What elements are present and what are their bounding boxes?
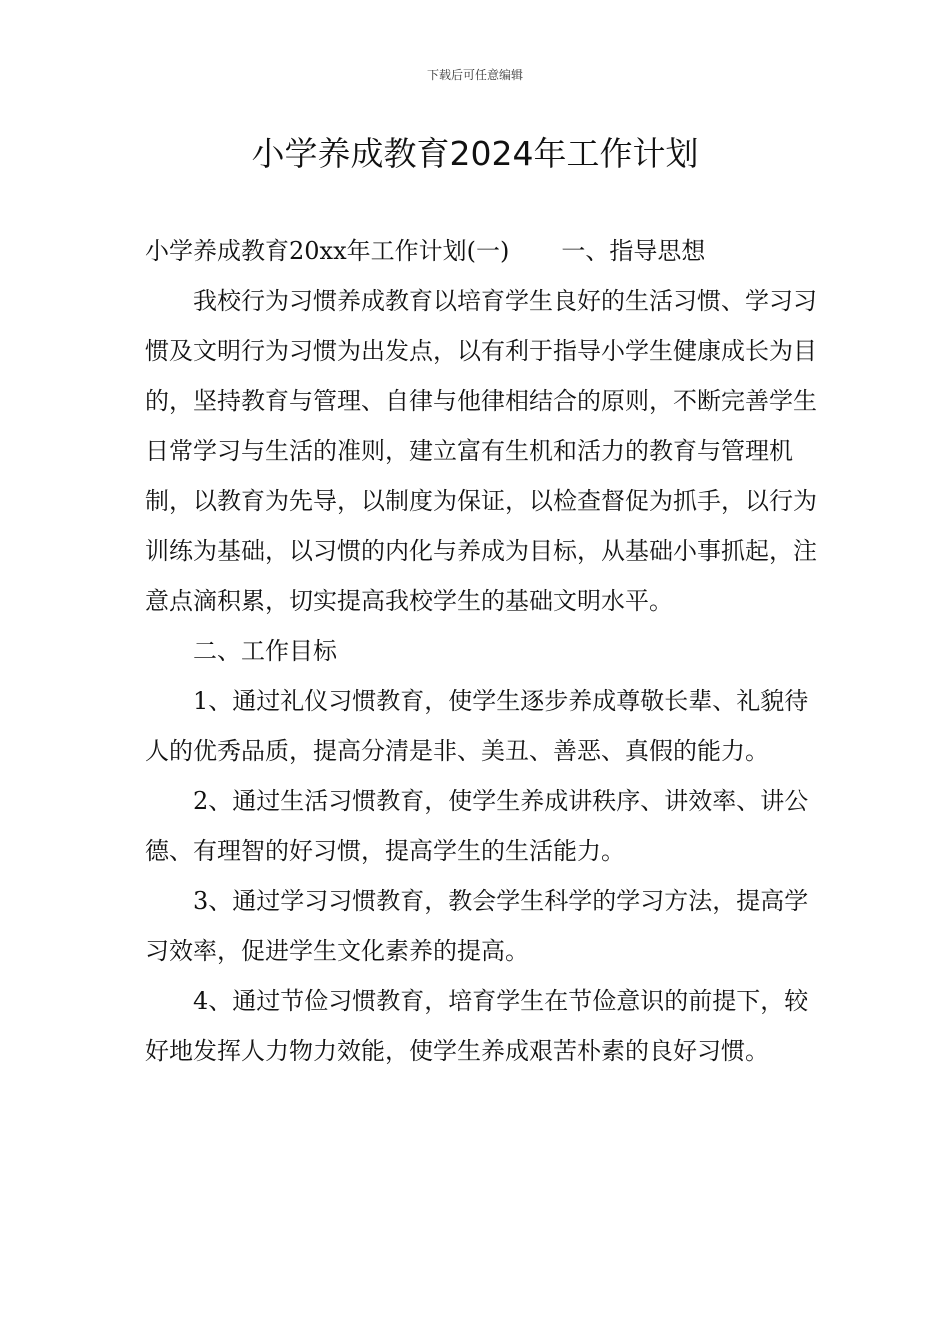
paragraph-guiding-ideology: 我校行为习惯养成教育以培育学生良好的生活习惯、学习习惯及文明行为习惯为出发点，以有利于指导小学生健康成长为目的，坚持教育与管理、自律与他律相结合的原则，不断完善学生日常学习与生活的准则，建立富有生机和活力的教育与管理机制，以教育为先导，以制度为保证，以检查督促为抓手，以行为训练为基础，以习惯的内化与养成为目标，从基础小事抓起，注意点滴积累，切实提高我校学生的基础文明水平。 [145,287,817,615]
goal-item-1: 1、通过礼仪习惯教育，使学生逐步养成尊敬长辈、礼貌待人的优秀品质，提高分清是非、美丑、善恶、真假的能力。 [145,687,809,765]
goal-item-4: 4、通过节俭习惯教育，培育学生在节俭意识的前提下，较好地发挥人力物力效能，使学生养成艰苦朴素的良好习惯。 [145,987,809,1065]
section-heading-work-goals: 二、工作目标 [193,637,337,665]
document-subtitle: 小学养成教育20xx年工作计划(一) [145,237,510,265]
goal-item-2: 2、通过生活习惯教育，使学生养成讲秩序、讲效率、讲公德、有理智的好习惯，提高学生的生活能力。 [145,787,809,865]
document-title: 小学养成教育2024年工作计划 [251,134,699,173]
section-heading-guiding-ideology: 一、指导思想 [561,237,706,265]
goal-item-3: 3、通过学习习惯教育，教会学生科学的学习方法，提高学习效率，促进学生文化素养的提高。 [145,887,809,965]
document-body [145,226,820,1076]
subtitle-line [145,226,820,276]
header-note: 下载后可任意编辑 [426,68,523,82]
